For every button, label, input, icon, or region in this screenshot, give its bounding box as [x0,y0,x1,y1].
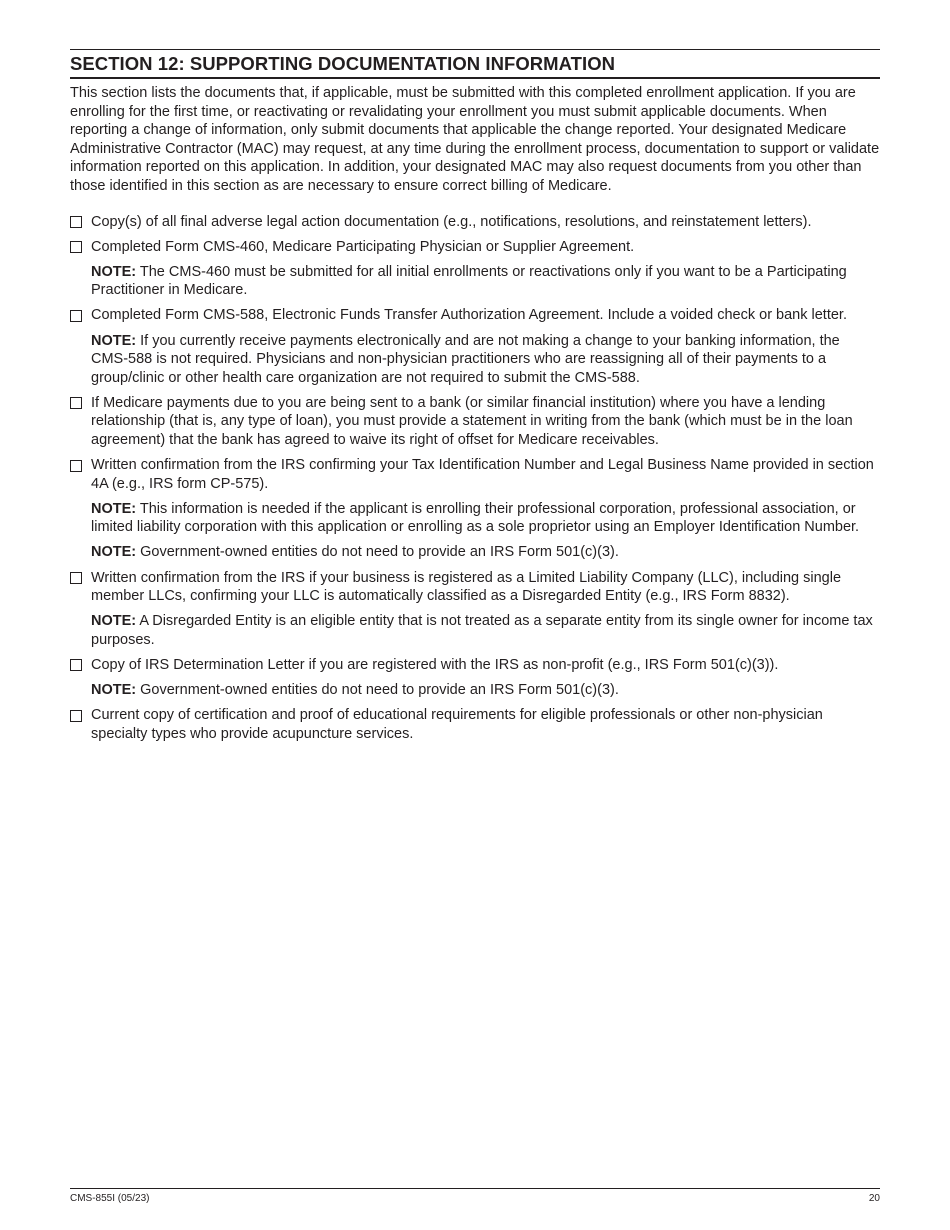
checkbox-llc-confirmation[interactable] [70,572,82,584]
note-text: Government-owned entities do not need to provide an IRS Form 501(c)(3). [140,544,619,561]
section-title: SECTION 12: SUPPORTING DOCUMENTATION INFORMATION [70,53,616,74]
checklist-item-text: Completed Form CMS-460, Medicare Participating Physician or Supplier Agreement. [91,238,635,255]
checkbox-cms-460[interactable] [70,241,82,253]
note-label: NOTE: [91,682,137,699]
checklist-item-acupuncture-certification [70,706,880,743]
note-text: A Disregarded Entity is an eligible entity that is not treated as a separate entity from its single owner for income tax purposes. [91,613,873,648]
section-intro: This section lists the documents that, if applicable, must be submitted with this completed enrollment application. If you are enrolling for the first time, or reactivating or revalidating your enrollment you must submit applicable documents. When reporting a change of information, only submit documents that applicable the change reported. Your designated Medicare Administrative Contractor (MAC) may request, at any time during the enrollment process, documentation to support or validate information reported on this application. In addition, your designated MAC may also request documents from you other than those identified in this section as are necessary to ensure correct billing of Medicare. [70,85,880,194]
document-page [70,49,880,750]
note-label: NOTE: [91,332,137,349]
note-text: This information is needed if the applicant is enrolling their professional corporation, professional association, or limited liability corporation with this application or enrolling as a sole proprietor using an Employer Identification Number. [91,500,860,536]
checkbox-irs-determination-letter[interactable] [70,659,82,671]
checklist-item-text: If Medicare payments due to you are being sent to a bank (or similar financial institution) where you have a lending relationship (that is, any type of loan), you must provide a statement in writing from the bank (which must be in the loan agreement) that the bank has agreed to waive its right of offset for Medicare receivables. [91,394,853,448]
checklist-item-text: Written confirmation from the IRS confirming your Tax Identification Number and Legal Business Name provided in section 4A (e.g., IRS form CP-575). [91,457,874,492]
note-disregarded-entity [70,612,880,649]
note-text: If you currently receive payments electronically and are not making a change to your banking information, the CMS-588 is not required. Physicians and non-physician practitioners who are reassigning all of their payments to a group/clinic or other health care organization are not required to submit the CMS-588. [91,332,840,386]
checkbox-acupuncture-certification[interactable] [70,710,82,722]
page-number: 20 [868,1193,880,1204]
note-government-owned-nonprofit [70,681,880,700]
note-label: NOTE: [91,613,137,630]
checklist-item-text: Copy(s) of all final adverse legal action documentation (e.g., notifications, resolutions, and reinstatement letters). [91,213,812,230]
checkbox-adverse-legal-action[interactable] [70,216,82,228]
checkbox-cms-588[interactable] [70,310,82,322]
note-cms-588 [70,332,880,388]
section-header [70,49,880,79]
checklist-item-cms-588 [70,306,880,325]
checklist-item-irs-tin-confirmation [70,456,880,493]
checklist-item-llc-confirmation [70,569,880,606]
note-text: Government-owned entities do not need to provide an IRS Form 501(c)(3). [140,682,619,699]
note-government-owned [70,543,880,562]
checklist-item-adverse-legal-action [70,213,880,232]
checkbox-bank-offset-waiver[interactable] [70,397,82,409]
checklist-item-cms-460 [70,238,880,257]
note-cms-460 [70,263,880,300]
checklist-item-bank-offset-waiver [70,394,880,450]
checklist-item-irs-determination-letter [70,656,880,675]
checklist-item-text: Copy of IRS Determination Letter if you are registered with the IRS as non-profit (e.g., IRS Form 501(c)(3)). [91,656,779,673]
form-id: CMS-855I (05/23) [70,1193,150,1204]
checklist-item-text: Written confirmation from the IRS if your business is registered as a Limited Liability Company (LLC), including single member LLCs, confirming your LLC is automatically classified as a Disregarded Entity (e.g., IRS Form 8832). [91,569,842,605]
note-label: NOTE: [91,263,137,280]
note-label: NOTE: [91,544,137,561]
documentation-checklist [70,213,880,744]
note-text: The CMS-460 must be submitted for all initial enrollments or reactivations only if you want to be a Participating Practitioner in Medicare. [91,263,847,299]
page-footer [70,1188,880,1204]
note-irs-tin-applicant [70,500,880,537]
note-label: NOTE: [91,500,137,517]
checkbox-irs-tin-confirmation[interactable] [70,460,82,472]
checklist-item-text: Completed Form CMS-588, Electronic Funds Transfer Authorization Agreement. Include a voided check or bank letter. [91,307,847,324]
checklist-item-text: Current copy of certification and proof of educational requirements for eligible professionals or other non-physician specialty types who provide acupuncture services. [91,707,823,742]
